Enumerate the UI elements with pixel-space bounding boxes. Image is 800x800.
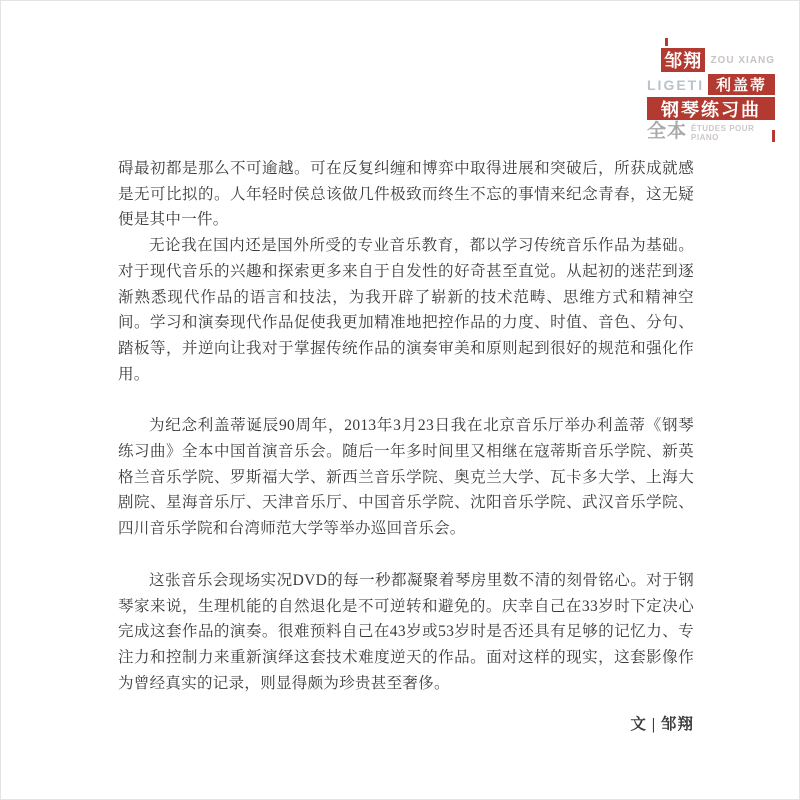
logo-composer-en: LIGETI bbox=[647, 76, 705, 93]
logo-name-zh: 邹翔 bbox=[661, 48, 705, 72]
logo-work-en-line2: PIANO bbox=[691, 133, 719, 142]
logo-row-composer bbox=[647, 74, 775, 95]
logo-row-name bbox=[661, 48, 775, 72]
logo-work-en bbox=[691, 124, 754, 142]
logo-row-work bbox=[647, 97, 775, 120]
article-body bbox=[118, 156, 694, 734]
logo-tick-bottom-icon bbox=[772, 130, 775, 142]
paragraph-3: 为纪念利盖蒂诞辰90周年，2013年3月23日我在北京音乐厅举办利盖蒂《钢琴练习曲》全本中国首演音乐会。随后一年多时间里又相继在寇蒂斯音乐学院、新英格兰音乐学院、罗斯福大学、新西兰音乐学院、奥克兰大学、瓦卡多大学、上海大剧院、星海音乐厅、天津音乐厅、中国音乐学院、沈阳音乐学院、武汉音乐学院、四川音乐学院和台湾师范大学等举办巡回音乐会。 bbox=[118, 417, 694, 538]
logo-composer-zh: 利盖蒂 bbox=[708, 74, 775, 95]
logo-work-en-line1: ÉTUDES POUR bbox=[691, 124, 755, 133]
paragraph-2: 无论我在国内还是国外所受的专业音乐教育，都以学习传统音乐作品为基础。对于现代音乐的兴趣和探索更多来自于自发性的好奇甚至直觉。从起初的迷茫到逐渐熟悉现代作品的语言和技法，为我开辟了崭新的技术范畴、思维方式和精神空间。学习和演奏现代作品促使我更加精准地把控作品的力度、时值、音色、分句、踏板等，并逆向让我对于掌握传统作品的演奏审美和原则起到很好的规范和强化作用。 bbox=[118, 237, 694, 383]
byline: 文 | 邹翔 bbox=[630, 716, 694, 734]
paragraph-1: 碍最初都是那么不可逾越。可在反复纠缠和博弈中取得进展和突破后，所获成就感是无可比拟的。人年轻时侯总该做几件极致而终生不忘的事情来纪念青春，这无疑便是其中一件。 bbox=[118, 160, 694, 229]
ligeti-etudes-logo bbox=[647, 38, 775, 142]
paragraph-4: 这张音乐会现场实况DVD的每一秒都凝聚着琴房里数不清的刻骨铭心。对于钢琴家来说，生理机能的自然退化是不可逆转和避免的。庆幸自己在33岁时下定决心完成这套作品的演奏。很难预料自己在43岁或53岁时是否还具有足够的记忆力、专注力和控制力来重新演绎这套技术难度逆天的作品。面对这样的现实，这套影像作为曾经真实的记录，则显得颇为珍贵甚至奢侈。 bbox=[118, 571, 694, 692]
logo-row-edition bbox=[647, 122, 775, 142]
logo-edition-zh: 全本 bbox=[647, 121, 688, 142]
logo-work-zh: 钢琴练习曲 bbox=[647, 97, 775, 120]
logo-tick-top-icon bbox=[665, 38, 668, 46]
logo-name-en: ZOU XIANG bbox=[710, 54, 775, 66]
